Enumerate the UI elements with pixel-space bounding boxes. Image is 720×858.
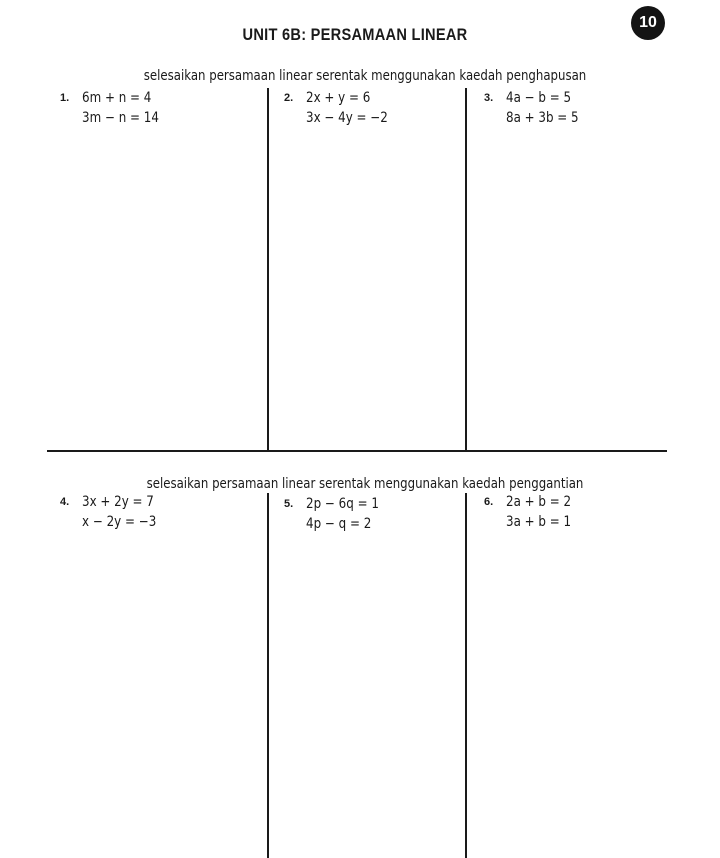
problem-number: 6.: [484, 496, 494, 508]
column-divider: [267, 493, 269, 858]
equation-2: 4p − q = 2: [306, 516, 372, 532]
section-divider: [47, 450, 667, 452]
page-number-badge: 10: [631, 6, 665, 40]
equation-1: 3x + 2y = 7: [82, 494, 154, 510]
problem-number: 2.: [284, 92, 294, 104]
problem-number: 1.: [60, 92, 70, 104]
equation-2: 3x − 4y = −2: [306, 110, 388, 126]
equation-1: 2p − 6q = 1: [306, 496, 379, 512]
equation-1: 4a − b = 5: [506, 90, 572, 106]
column-divider: [465, 493, 467, 858]
problem-number: 4.: [60, 496, 70, 508]
equation-1: 2a + b = 2: [506, 494, 572, 510]
equation-2: x − 2y = −3: [82, 514, 157, 530]
problem-number: 3.: [484, 92, 494, 104]
page-title: UNIT 6B: PERSAMAAN LINEAR: [242, 25, 468, 44]
equation-2: 3a + b = 1: [506, 514, 572, 530]
instruction-elimination: selesaikan persamaan linear serentak menggunakan kaedah penghapusan: [143, 68, 587, 84]
problem-number: 5.: [284, 498, 294, 510]
instruction-substitution: selesaikan persamaan linear serentak menggunakan kaedah penggantian: [146, 476, 584, 492]
equation-1: 2x + y = 6: [306, 90, 371, 106]
column-divider: [267, 88, 269, 451]
equation-1: 6m + n = 4: [82, 90, 152, 106]
column-divider: [465, 88, 467, 451]
equation-2: 8a + 3b = 5: [506, 110, 579, 126]
equation-2: 3m − n = 14: [82, 110, 159, 126]
